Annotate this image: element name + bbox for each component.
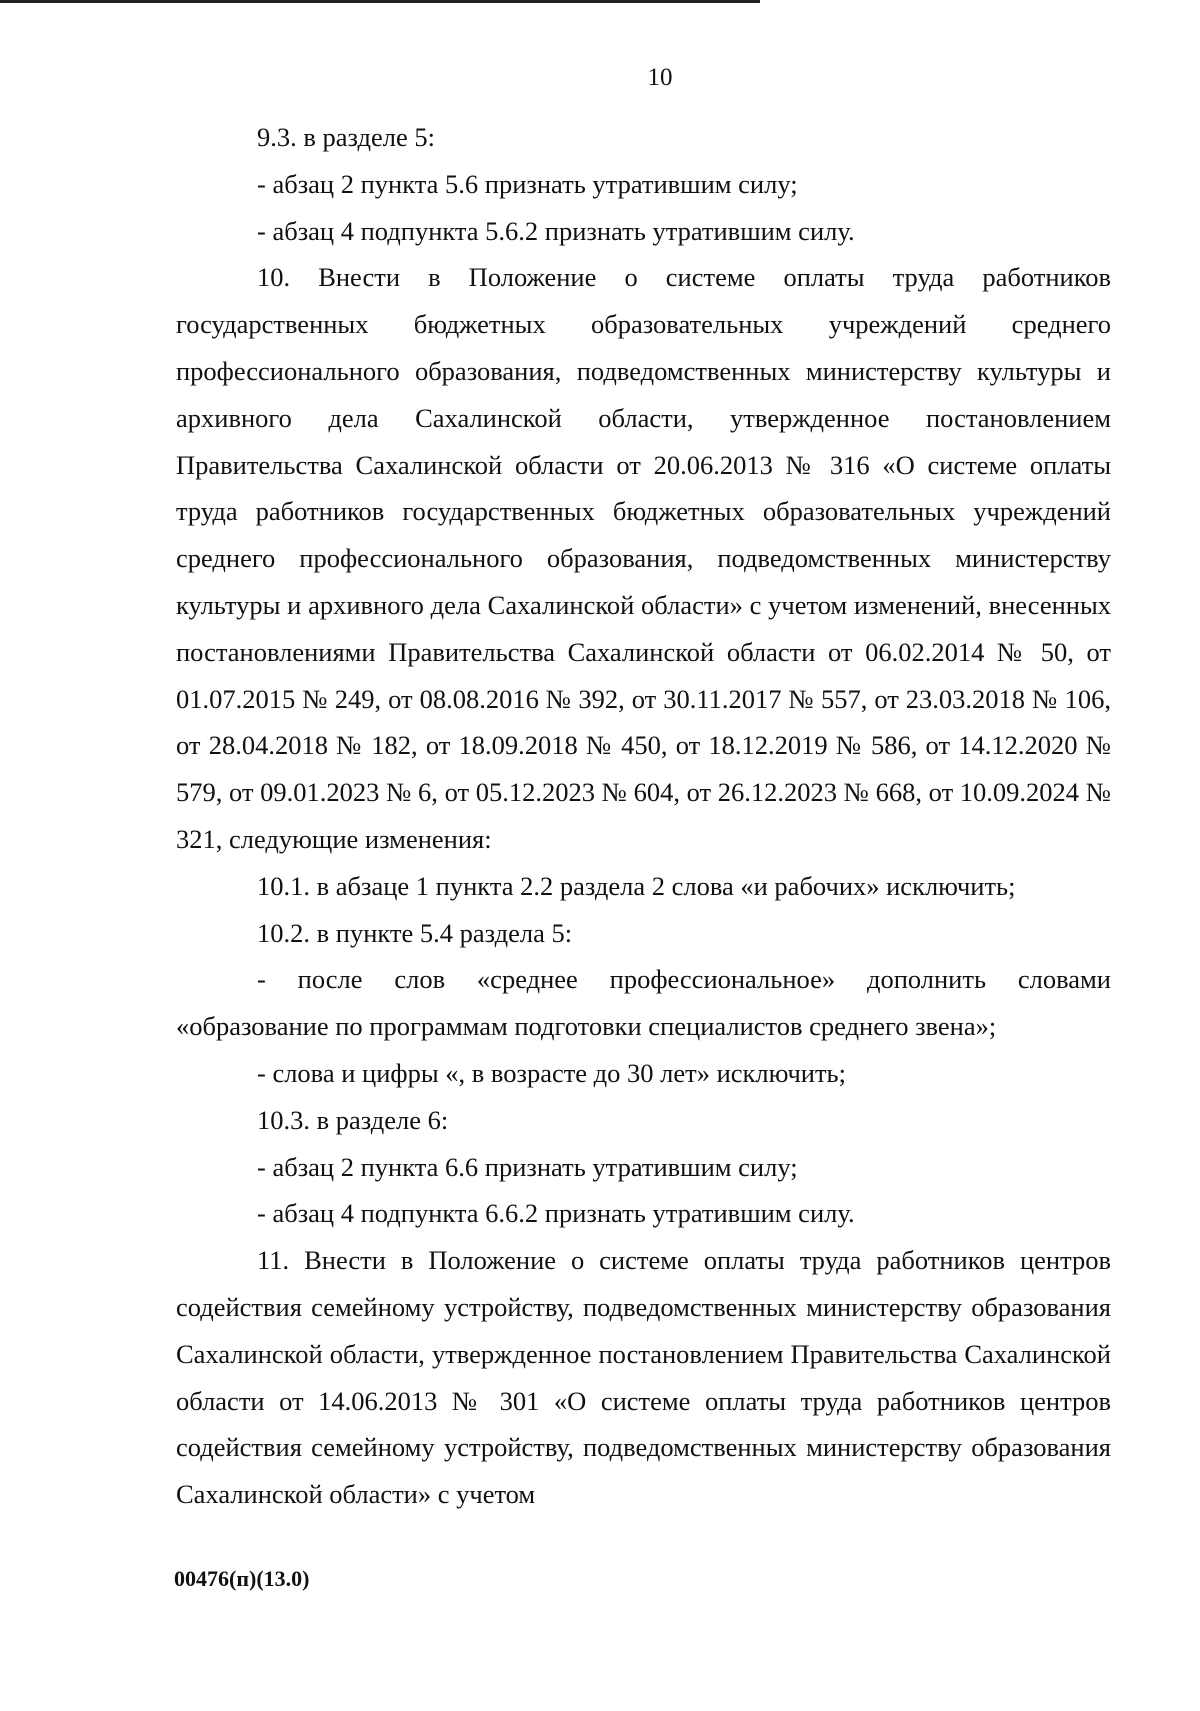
document-body [176,114,1111,1518]
page-number: 10 [647,64,673,91]
document-code-footer: 00476(п)(13.0) [174,1566,310,1591]
paragraph-11: 11. Внести в Положение о системе оплаты труда работников центров содействия семейному устройству, подведомственных министерству образования Сахалинской области, утвержденное постановлением Правительства Сахалинской области от 14.06.2013 № 301 «О системе оплаты труда работников центров содействия семейному устройству, подведомственных министерству образования Сахалинской области» с учетом [176,1245,1111,1510]
paragraph-10-3-item-2: - абзац 4 подпункта 6.6.2 признать утратившим силу. [257,1198,855,1229]
paragraph-9-3-item-1: - абзац 2 пункта 5.6 признать утратившим силу; [257,168,798,199]
paragraph-10-2-item-2: - слова и цифры «, в возрасте до 30 лет» исключить; [257,1057,846,1088]
paragraph-10-1: 10.1. в абзаце 1 пункта 2.2 раздела 2 слова «и рабочих» исключить; [257,870,1016,901]
paragraph-9-3-item-2: - абзац 4 подпункта 5.6.2 признать утратившим силу. [257,215,855,246]
paragraph-10-3-heading: 10.3. в разделе 6: [257,1104,449,1135]
paragraph-10-2-item-1: - после слов «среднее профессиональное» дополнить словами «образование по программам подготовки специалистов среднего звена»; [176,964,1111,1042]
paragraph-10-2-heading: 10.2. в пункте 5.4 раздела 5: [257,917,573,948]
paragraph-10-3-item-1: - абзац 2 пункта 6.6 признать утратившим силу; [257,1151,798,1182]
top-border-line [0,0,760,3]
paragraph-9-3-heading: 9.3. в разделе 5: [257,122,435,152]
paragraph-10: 10. Внести в Положение о системе оплаты труда работников государственных бюджетных образовательных учреждений среднего профессионального образования, подведомственных министерству культуры и архивного дела Сахалинской области, утвержденное постановлением Правительства Сахалинской области от 20.06.2013 № 316 «О системе оплаты труда работников государственных бюджетных образовательных учреждений среднего профессионального образования, подведомственных министерству культуры и архивного дела Сахалинской области» с учетом изменений, внесенных постановлениями Правительства Сахалинской области от 06.02.2014 № 50, от 01.07.2015 № 249, от 08.08.2016 № 392, от 30.11.2017 № 557, от 23.03.2018 № 106, от 28.04.2018 № 182, от 18.09.2018 № 450, от 18.12.2019 № 586, от 14.12.2020 № 579, от 09.01.2023 № 6, от 05.12.2023 № 604, от 26.12.2023 № 668, от 10.09.2024 № 321, следующие изменения: [176,262,1111,854]
